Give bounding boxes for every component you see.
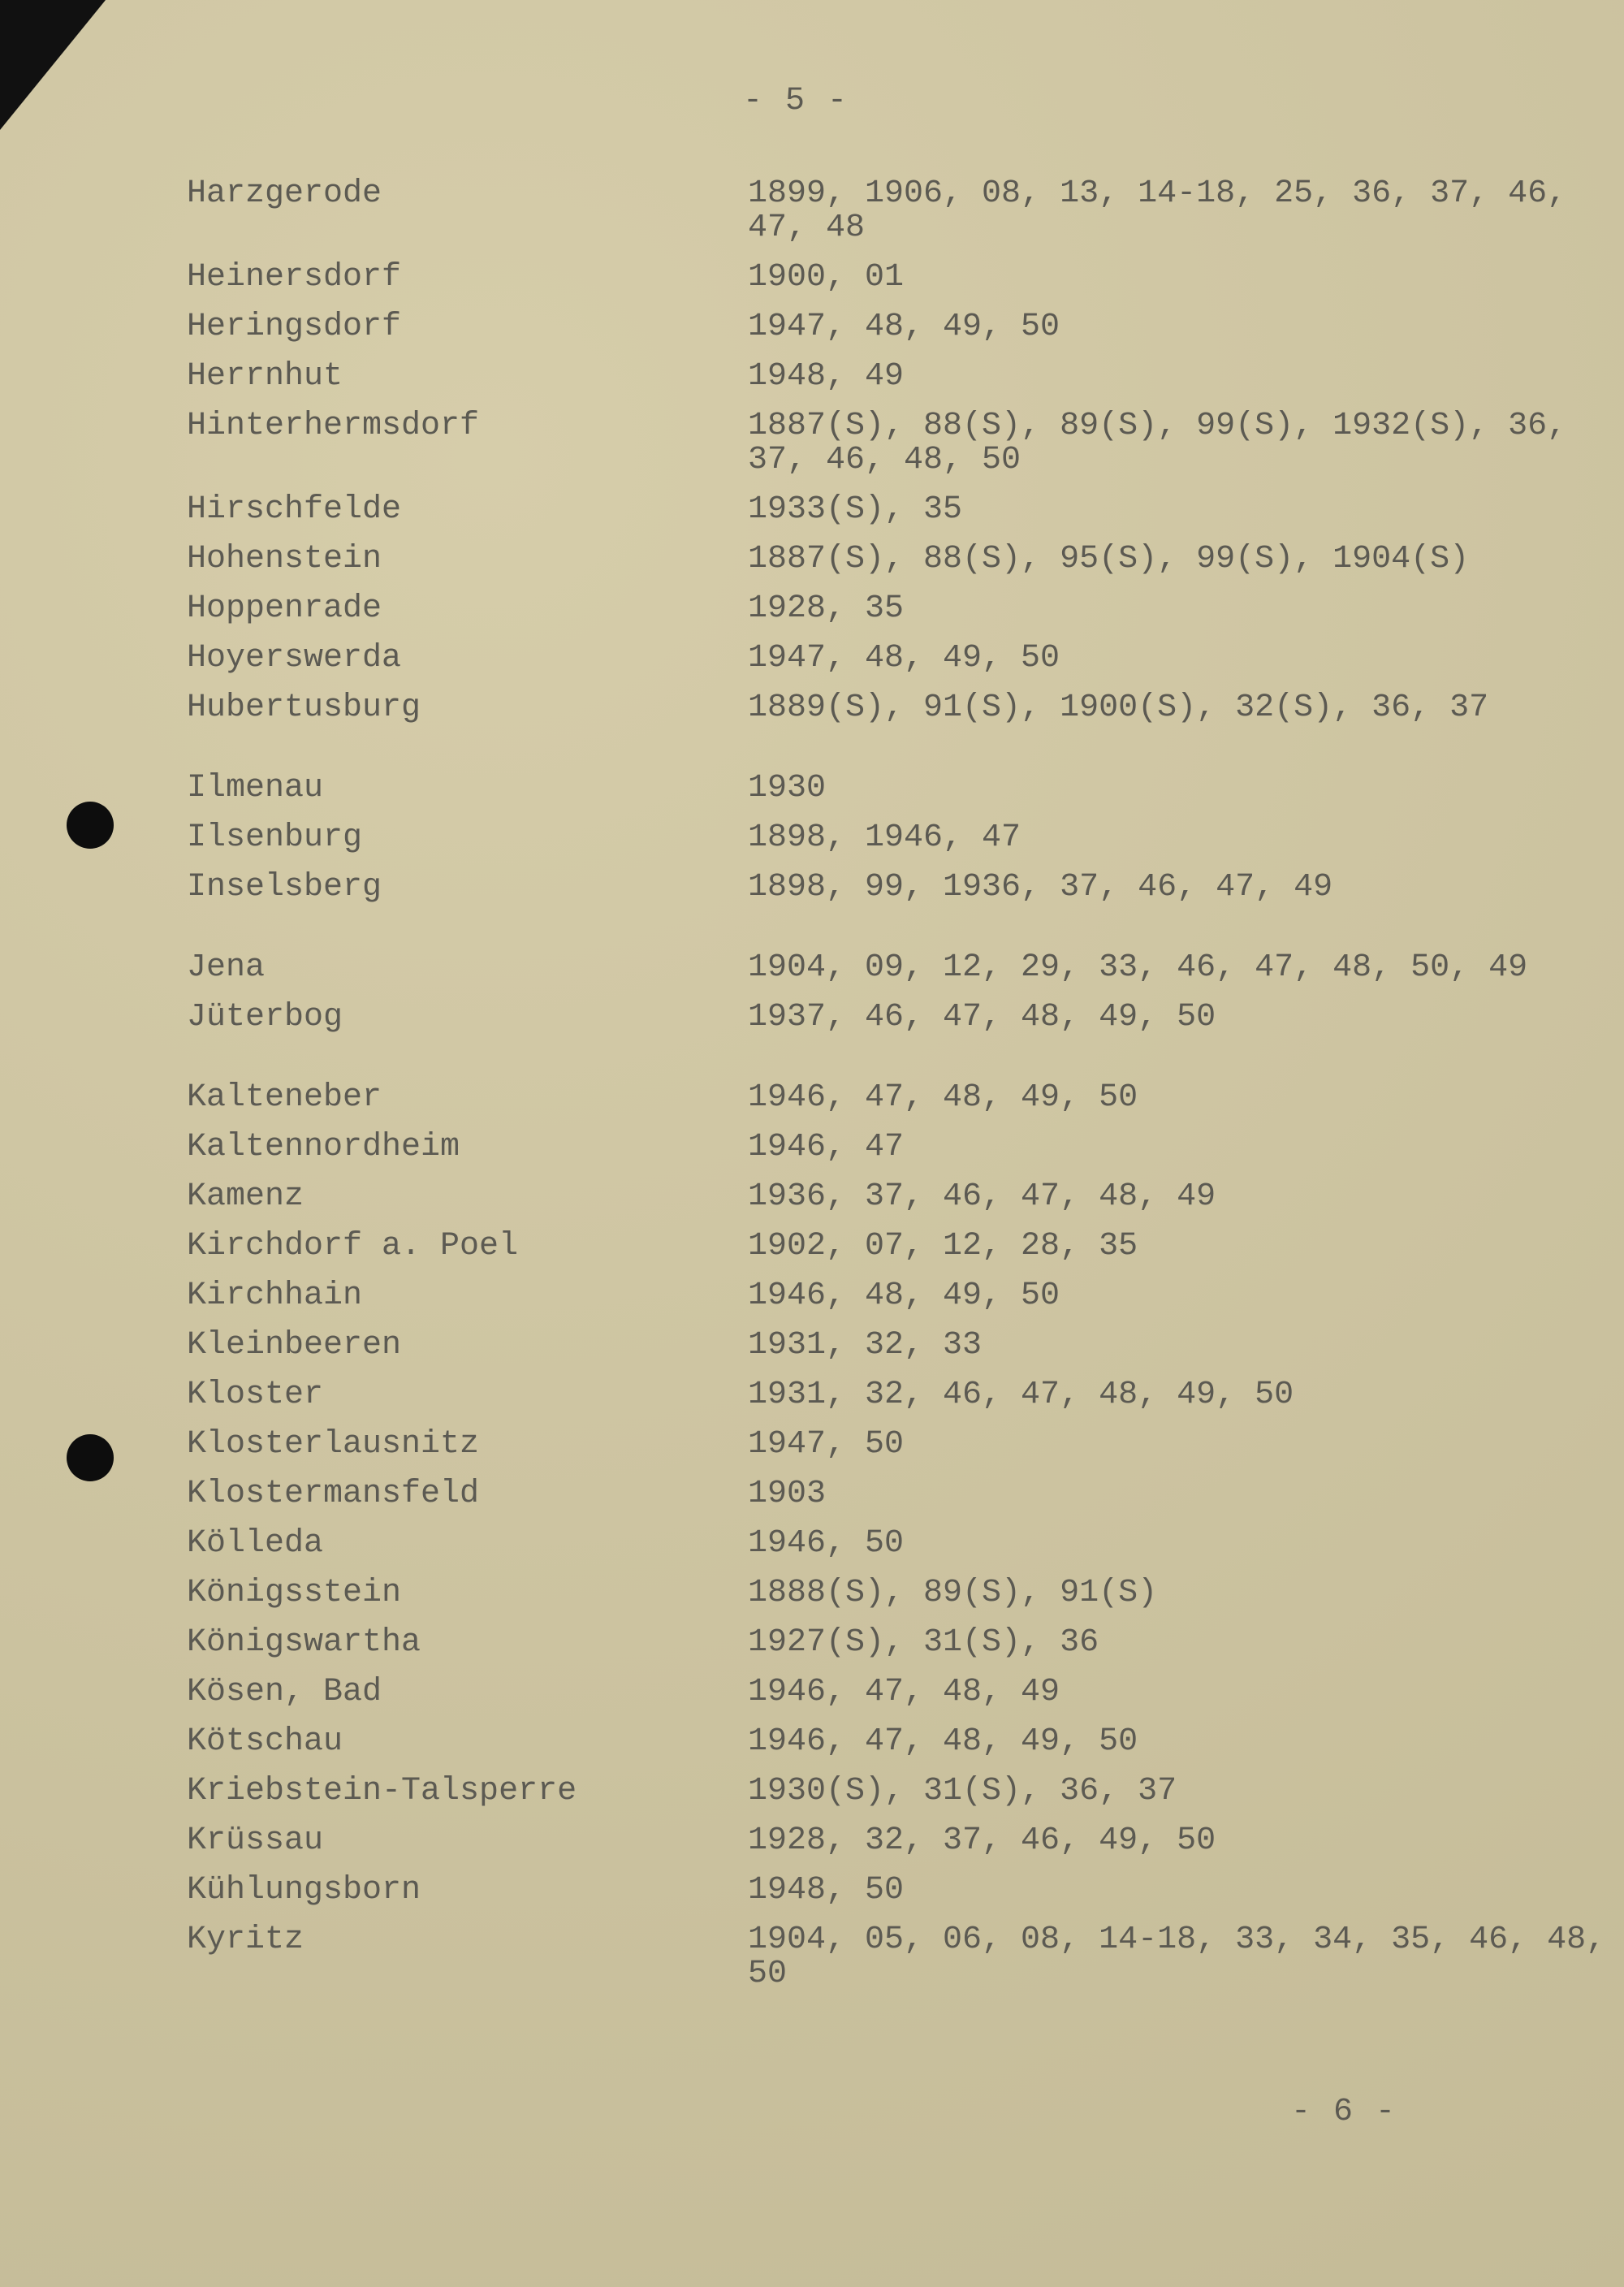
list-item	[187, 1180, 1609, 1214]
list-item	[187, 310, 1609, 344]
years: 1887(S), 88(S), 89(S), 99(S), 1932(S), 36, 37, 46, 48, 50	[748, 408, 1567, 478]
place-name: Heinersdorf	[187, 259, 402, 296]
list-item	[187, 772, 1609, 806]
list-item	[187, 409, 1609, 478]
years: 1904, 05, 06, 08, 14-18, 33, 34, 35, 46, 48, 50	[748, 1922, 1606, 1992]
place-name: Klosterlausnitz	[187, 1426, 480, 1463]
years: 1930(S), 31(S), 36, 37	[748, 1773, 1177, 1809]
list-item	[187, 1626, 1609, 1660]
list-item	[187, 1824, 1609, 1858]
years: 1904, 09, 12, 29, 33, 46, 47, 48, 50, 49	[748, 949, 1528, 986]
years: 1936, 37, 46, 47, 48, 49	[748, 1178, 1216, 1215]
years: 1946, 50	[748, 1525, 905, 1562]
list-item	[187, 821, 1609, 855]
list-item	[187, 543, 1609, 577]
punch-hole	[67, 1434, 114, 1481]
place-name: Königswartha	[187, 1624, 421, 1661]
years: 1947, 48, 49, 50	[748, 640, 1060, 677]
years: 1927(S), 31(S), 36	[748, 1624, 1099, 1661]
years: 1947, 48, 49, 50	[748, 309, 1060, 345]
years: 1937, 46, 47, 48, 49, 50	[748, 999, 1216, 1035]
punch-hole	[67, 802, 114, 849]
place-name: Kleinbeeren	[187, 1327, 402, 1364]
list-item	[187, 1230, 1609, 1264]
years: 1931, 32, 33	[748, 1327, 983, 1364]
years: 1931, 32, 46, 47, 48, 49, 50	[748, 1377, 1294, 1413]
list-item	[187, 360, 1609, 394]
years: 1887(S), 88(S), 95(S), 99(S), 1904(S)	[748, 541, 1470, 577]
years: 1902, 07, 12, 28, 35	[748, 1228, 1138, 1265]
list-item	[187, 1775, 1609, 1809]
list-item	[187, 1576, 1609, 1610]
years: 1900, 01	[748, 259, 905, 296]
list-item	[187, 1081, 1609, 1115]
place-name: Kühlungsborn	[187, 1872, 421, 1909]
place-name: Hoppenrade	[187, 590, 382, 627]
years: 1946, 48, 49, 50	[748, 1278, 1060, 1314]
letter-group	[187, 1081, 1609, 1991]
years: 1928, 35	[748, 590, 905, 627]
place-name: Inselsberg	[187, 869, 382, 906]
list-item	[187, 642, 1609, 676]
place-name: Kamenz	[187, 1178, 304, 1215]
place-name: Kölleda	[187, 1525, 324, 1562]
years: 1946, 47, 48, 49	[748, 1674, 1060, 1710]
place-name: Hubertusburg	[187, 690, 421, 726]
list-item	[187, 871, 1609, 905]
list-item	[187, 1279, 1609, 1313]
list-item	[187, 1378, 1609, 1412]
place-name: Jüterbog	[187, 999, 343, 1035]
place-name: Hinterhermsdorf	[187, 408, 480, 444]
list-item	[187, 1923, 1609, 1991]
years: 1930	[748, 770, 827, 806]
place-name: Kriebstein-Talsperre	[187, 1773, 577, 1809]
list-item	[187, 261, 1609, 295]
years: 1889(S), 91(S), 1900(S), 32(S), 36, 37	[748, 690, 1489, 726]
place-name: Kloster	[187, 1377, 324, 1413]
place-name: Kyritz	[187, 1922, 304, 1958]
place-name: Kalteneber	[187, 1079, 382, 1116]
place-name: Kirchdorf a. Poel	[187, 1228, 519, 1265]
place-name: Ilsenburg	[187, 819, 363, 856]
place-name: Heringsdorf	[187, 309, 402, 345]
place-name: Hirschfelde	[187, 491, 402, 528]
list-item	[187, 1527, 1609, 1561]
list-item	[187, 1428, 1609, 1462]
letter-group	[187, 772, 1609, 905]
years: 1948, 50	[748, 1872, 905, 1909]
place-name: Kirchhain	[187, 1278, 363, 1314]
place-name: Königsstein	[187, 1575, 402, 1611]
place-name: Jena	[187, 949, 266, 986]
list-item	[187, 592, 1609, 626]
years: 1948, 49	[748, 358, 905, 395]
letter-group	[187, 177, 1609, 725]
list-item	[187, 1329, 1609, 1363]
place-name: Kösen, Bad	[187, 1674, 382, 1710]
place-year-list	[187, 177, 1609, 2038]
list-item	[187, 951, 1609, 985]
years: 1946, 47, 48, 49, 50	[748, 1079, 1138, 1116]
place-name: Harzgerode	[187, 175, 382, 212]
list-item	[187, 691, 1609, 725]
years: 1899, 1906, 08, 13, 14-18, 25, 36, 37, 46, 47, 48	[748, 175, 1567, 246]
place-name: Klostermansfeld	[187, 1476, 480, 1512]
scan-corner-shadow	[0, 0, 106, 130]
place-name: Kaltennordheim	[187, 1129, 460, 1165]
list-item	[187, 177, 1609, 245]
place-name: Hohenstein	[187, 541, 382, 577]
years: 1947, 50	[748, 1426, 905, 1463]
list-item	[187, 1725, 1609, 1759]
years: 1903	[748, 1476, 827, 1512]
years: 1888(S), 89(S), 91(S)	[748, 1575, 1158, 1611]
list-item	[187, 1477, 1609, 1511]
years: 1898, 1946, 47	[748, 819, 1021, 856]
years: 1928, 32, 37, 46, 49, 50	[748, 1822, 1216, 1859]
list-item	[187, 1131, 1609, 1165]
list-item	[187, 1001, 1609, 1035]
years: 1933(S), 35	[748, 491, 963, 528]
years: 1946, 47	[748, 1129, 905, 1165]
years: 1898, 99, 1936, 37, 46, 47, 49	[748, 869, 1333, 906]
list-item	[187, 1874, 1609, 1908]
place-name: Hoyerswerda	[187, 640, 402, 677]
place-name: Ilmenau	[187, 770, 324, 806]
page-number-footer: - 6 -	[1291, 2094, 1397, 2130]
list-item	[187, 493, 1609, 527]
page-number-header: - 5 -	[743, 83, 849, 119]
place-name: Kötschau	[187, 1723, 343, 1760]
place-name: Herrnhut	[187, 358, 343, 395]
years: 1946, 47, 48, 49, 50	[748, 1723, 1138, 1760]
list-item	[187, 1675, 1609, 1710]
letter-group	[187, 951, 1609, 1035]
place-name: Krüssau	[187, 1822, 324, 1859]
